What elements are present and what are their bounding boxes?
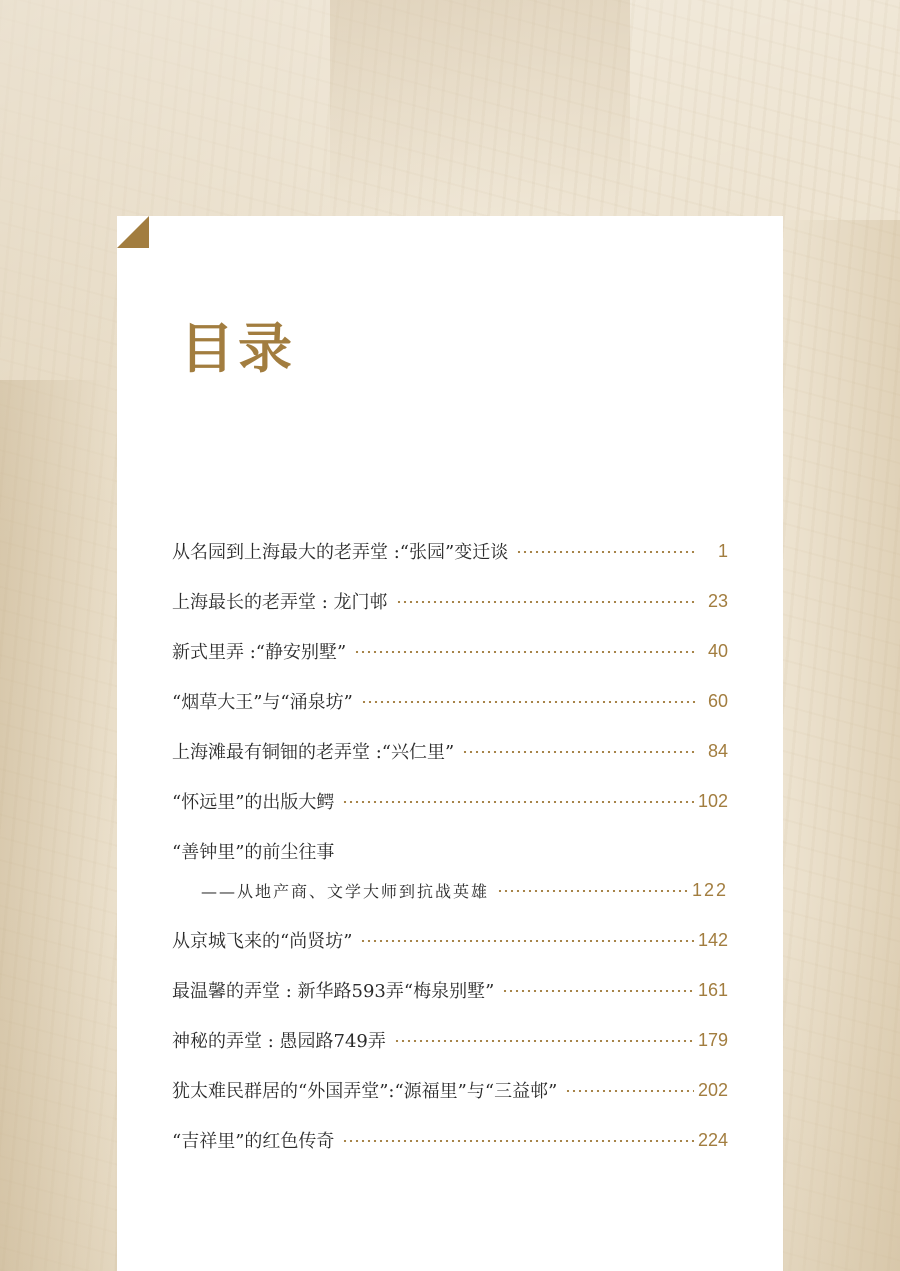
dot-leader (396, 601, 696, 603)
dot-leader (502, 990, 694, 992)
toc-entry[interactable] (172, 976, 728, 1004)
toc-entry[interactable] (172, 687, 728, 715)
toc-page-number: 40 (707, 640, 728, 661)
page-title: 目录 (180, 316, 296, 380)
toc-entry[interactable] (172, 537, 728, 565)
toc-entry-title: 从京城飞来的“尚贤坊” (172, 931, 353, 952)
toc-entry[interactable] (172, 637, 728, 665)
toc-entry-subtitle: ——从地产商、文学大师到抗战英雄 (201, 881, 490, 901)
toc-entry[interactable] (172, 1076, 728, 1104)
table-of-contents (172, 537, 728, 1176)
toc-entry[interactable] (172, 926, 728, 954)
toc-page-number: 179 (697, 1029, 728, 1050)
dot-leader (354, 651, 696, 653)
toc-entry[interactable] (172, 737, 728, 765)
toc-page-number: 202 (697, 1079, 728, 1100)
toc-entry-title: “怀远里”的出版大鳄 (172, 792, 335, 813)
toc-page-number: 122 (691, 879, 728, 900)
toc-entry[interactable] (172, 1126, 728, 1154)
dot-leader (342, 801, 694, 803)
toc-entry-title: 最温馨的弄堂 : 新华路593弄“梅泉别墅” (172, 981, 495, 1002)
toc-entry-title: 犹太难民群居的“外国弄堂”:“源福里”与“三益邨” (172, 1081, 558, 1102)
toc-page-number: 102 (697, 790, 728, 811)
toc-entry-title: “烟草大王”与“涌泉坊” (172, 692, 353, 713)
toc-entry-title: 新式里弄 :“静安别墅” (172, 642, 347, 663)
dot-leader (497, 890, 688, 892)
toc-page-number: 60 (707, 690, 728, 711)
toc-entry[interactable] (172, 1026, 728, 1054)
toc-entry-title: 神秘的弄堂 : 愚园路749弄 (172, 1031, 386, 1052)
toc-entry-heading[interactable] (172, 837, 728, 865)
toc-entry-subtitle-row[interactable] (172, 876, 728, 904)
dot-leader (342, 1140, 694, 1142)
dot-leader (394, 1040, 694, 1042)
dot-leader (516, 551, 696, 553)
toc-entry-title: 上海最长的老弄堂 : 龙门邨 (172, 592, 388, 613)
toc-page-number: 142 (697, 929, 728, 950)
toc-page-number: 224 (697, 1129, 728, 1150)
dot-leader (361, 701, 696, 703)
dot-leader (565, 1090, 694, 1092)
toc-entry[interactable] (172, 587, 728, 615)
corner-accent (117, 216, 149, 248)
toc-page-number: 1 (717, 540, 728, 561)
toc-page-number: 23 (707, 590, 728, 611)
dot-leader (360, 940, 694, 942)
toc-entry-title: 从名园到上海最大的老弄堂 :“张园”变迁谈 (172, 542, 509, 563)
toc-page-number: 161 (697, 979, 728, 1000)
toc-page-number: 84 (707, 740, 728, 761)
toc-entry-title: 上海滩最有铜钿的老弄堂 :“兴仁里” (172, 742, 455, 763)
toc-entry[interactable] (172, 787, 728, 815)
toc-entry-title: “善钟里”的前尘往事 (172, 842, 335, 863)
toc-entry-title: “吉祥里”的红色传奇 (172, 1131, 335, 1152)
dot-leader (462, 751, 696, 753)
